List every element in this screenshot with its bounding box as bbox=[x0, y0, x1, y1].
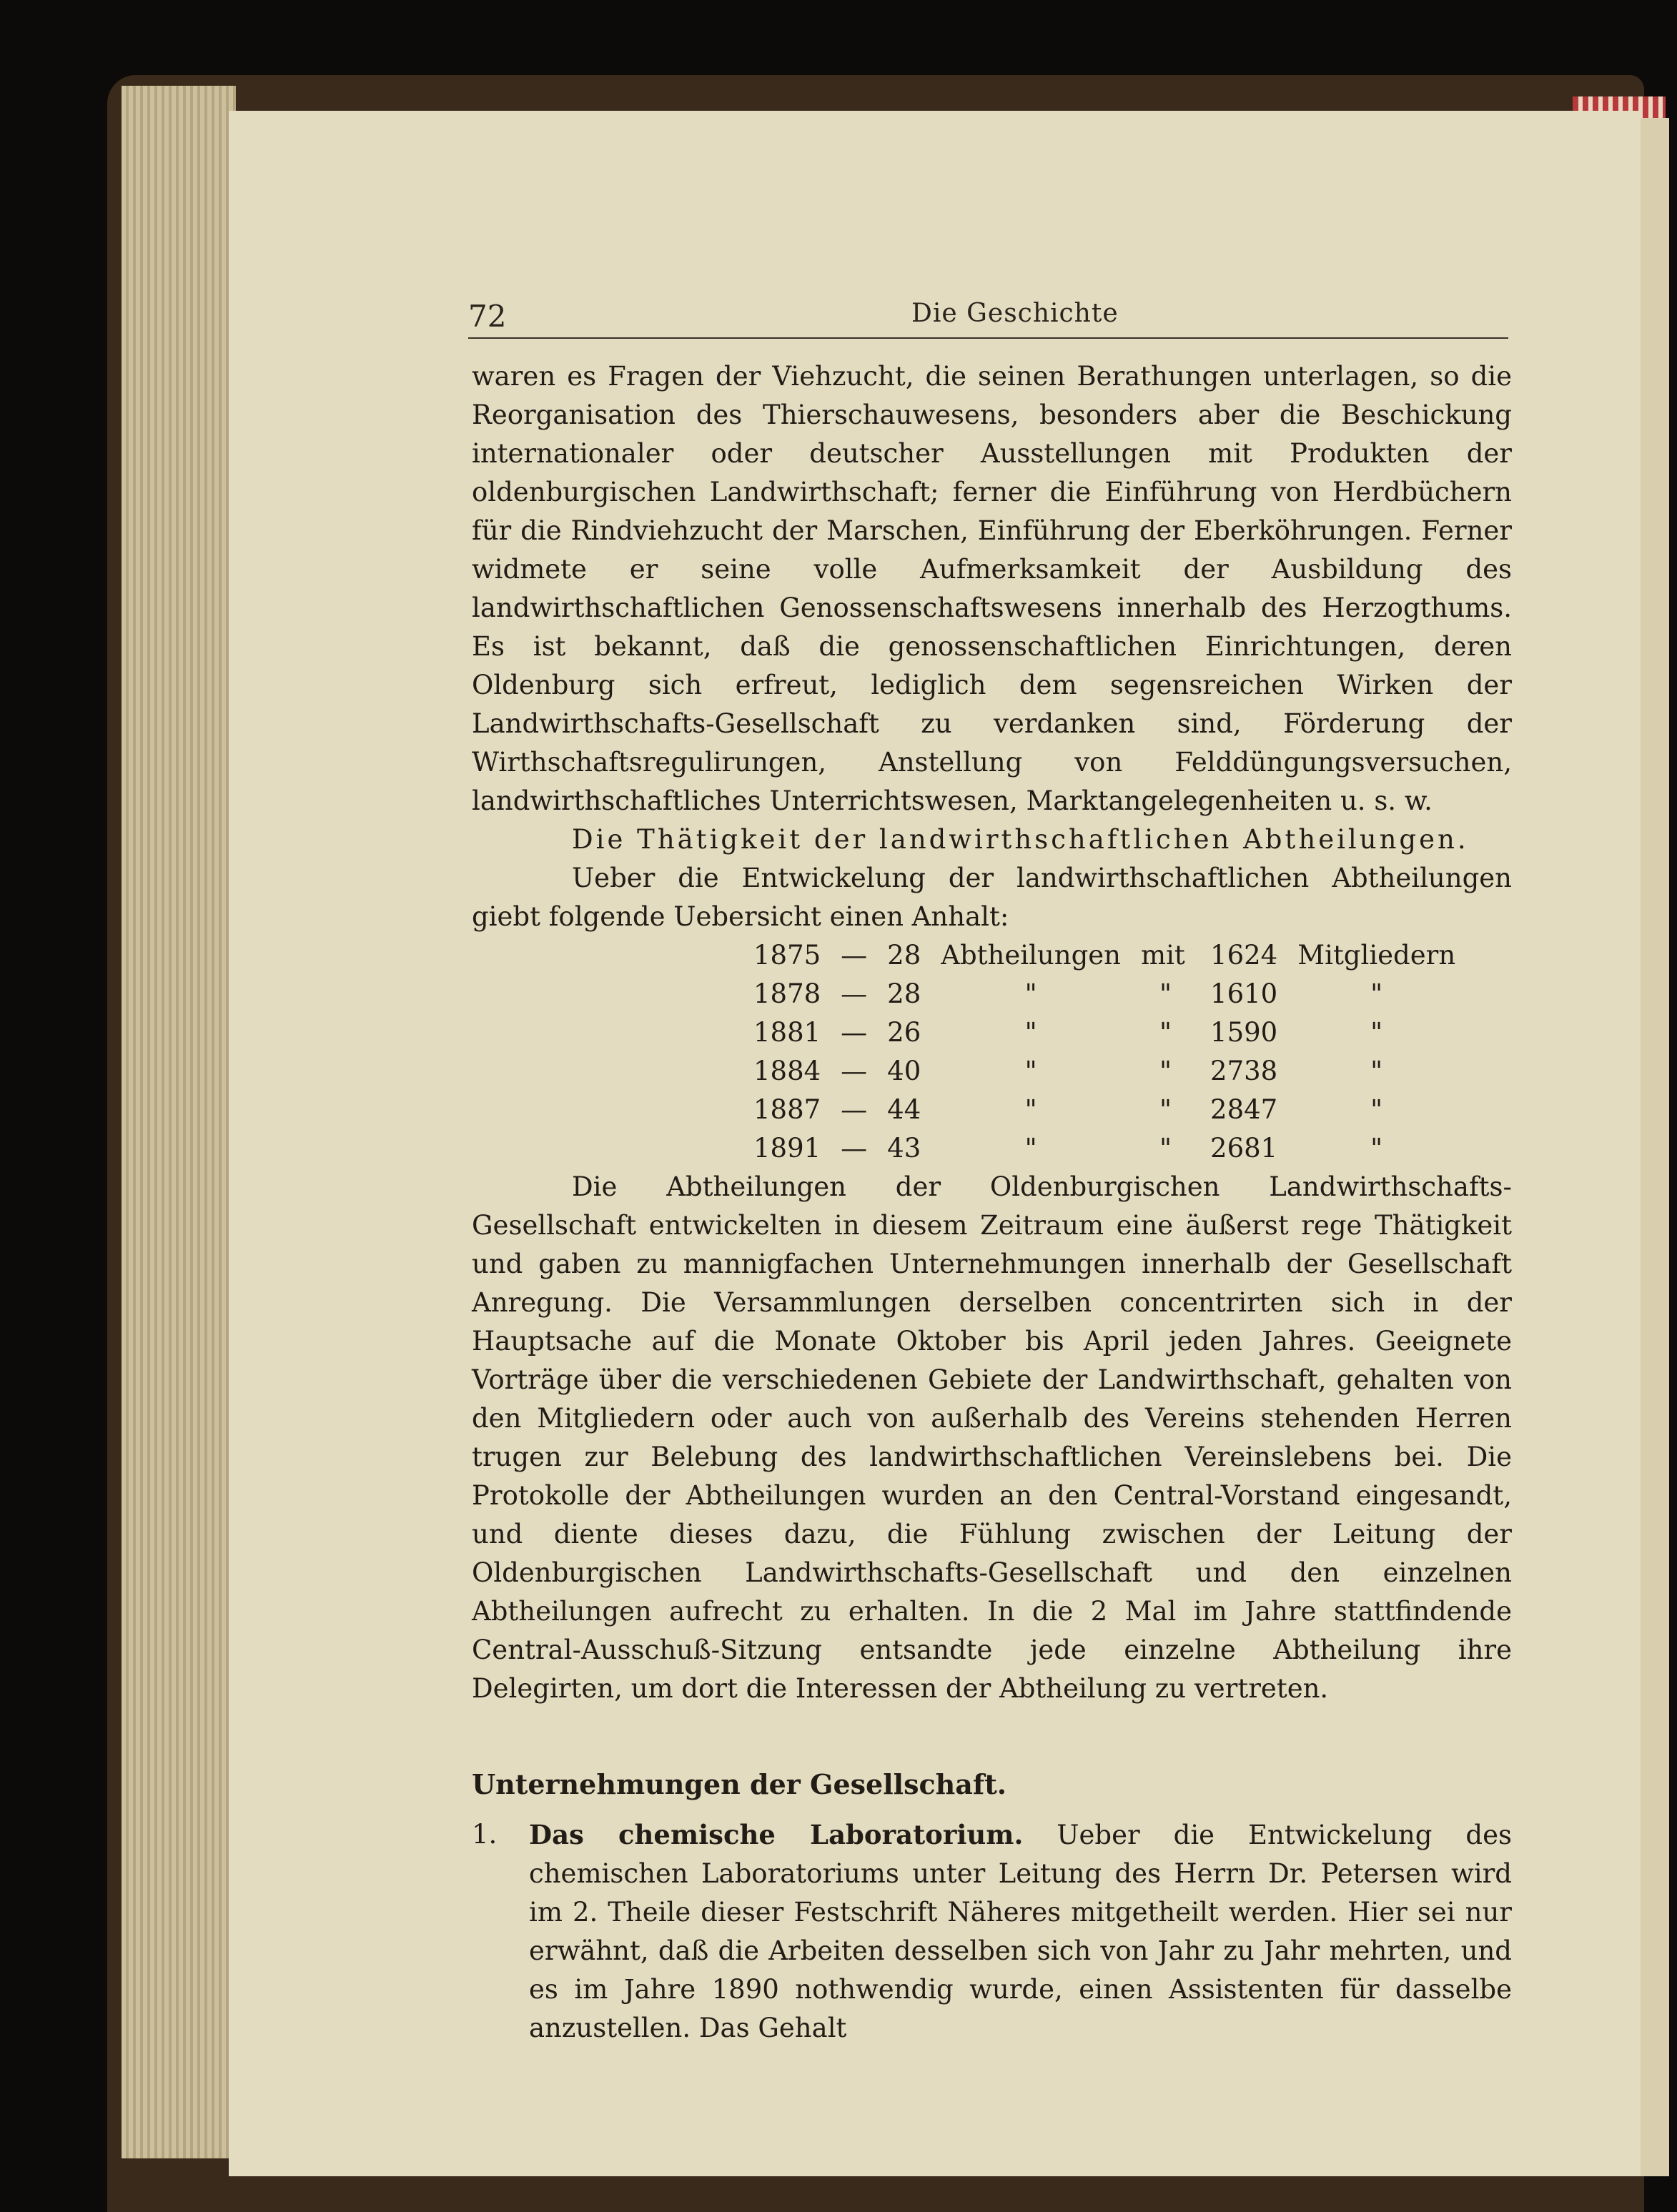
members-cell: 1624 bbox=[1210, 940, 1278, 971]
dash-cell: — bbox=[841, 1056, 868, 1086]
label-cell: " bbox=[1024, 1056, 1037, 1086]
label-cell: " bbox=[1024, 978, 1037, 1009]
dash-cell: — bbox=[841, 1133, 868, 1164]
departments-cell: 26 bbox=[887, 1017, 921, 1048]
members-cell: 1590 bbox=[1210, 1017, 1278, 1048]
year-cell: 1878 bbox=[753, 978, 821, 1009]
departments-cell: 28 bbox=[887, 940, 921, 971]
label-cell: Abtheilungen bbox=[941, 940, 1122, 971]
label-cell: " bbox=[1024, 1017, 1037, 1048]
departments-cell: 44 bbox=[887, 1094, 921, 1125]
list-item-number: 1. bbox=[472, 1819, 498, 1850]
year-cell: 1891 bbox=[753, 1133, 821, 1164]
with-cell: " bbox=[1159, 1133, 1172, 1164]
dash-cell: — bbox=[841, 978, 868, 1009]
departments-cell: 40 bbox=[887, 1056, 921, 1086]
members-label-cell: " bbox=[1370, 1133, 1383, 1164]
with-cell: " bbox=[1159, 1017, 1172, 1048]
departments-table bbox=[743, 936, 1465, 1168]
paragraph-overview-intro: Ueber die Entwickelung der landwirthschaftlichen Abtheilungen giebt folgende Uebersicht einen Anhalt: bbox=[472, 863, 1512, 932]
members-label-cell: " bbox=[1370, 1056, 1383, 1086]
paragraph-departments-activity: Die Abtheilungen der Oldenburgischen Landwirthschafts-Gesellschaft entwickelten in diesem Zeitraum eine äußerst rege Thätigkeit und gaben zu mannigfachen Unternehmungen innerhalb der Gesellschaft Anregung. Die Versammlungen derselben concentrirten sich in der Hauptsache auf die Monate Oktober bis April jeden Jahres. Geeignete Vorträge über die verschiedenen Gebiete der Landwirthschaft, gehalten von den Mitgliedern oder auch von außerhalb des Vereins stehenden Herren trugen zur Belebung des landwirthschaftlichen Vereinslebens bei. Die Protokolle der Abtheilungen wurden an den Central-Vorstand eingesandt, und diente dieses dazu, die Fühlung zwischen der Leitung der Oldenburgischen Landwirthschafts-Gesellschaft und den einzelnen Abtheilungen aufrecht zu erhalten. In die 2 Mal im Jahre stattfindende Central-Ausschuß-Sitzung entsandte jede einzelne Abtheilung ihre Delegirten, um dort die Interessen der Abtheilung zu vertreten. bbox=[472, 1171, 1512, 1704]
members-cell: 1610 bbox=[1210, 978, 1278, 1009]
members-label-cell: " bbox=[1370, 978, 1383, 1009]
members-label-cell: " bbox=[1370, 1094, 1383, 1125]
members-cell: 2681 bbox=[1210, 1133, 1278, 1164]
page-header bbox=[468, 293, 1508, 339]
year-cell: 1875 bbox=[753, 940, 821, 971]
departments-cell: 28 bbox=[887, 978, 921, 1009]
members-cell: 2847 bbox=[1210, 1094, 1278, 1125]
list-item-laboratory bbox=[472, 1815, 1512, 2048]
with-cell: " bbox=[1159, 1094, 1172, 1125]
list-item-title: Das chemische Laboratorium. bbox=[529, 1819, 1024, 1850]
facing-page-edge bbox=[1641, 118, 1669, 2176]
dash-cell: — bbox=[841, 1094, 868, 1125]
members-label-cell: Mitgliedern bbox=[1297, 940, 1456, 971]
table-row bbox=[743, 1091, 1465, 1129]
page-number: 72 bbox=[468, 299, 507, 334]
paragraph-1: waren es Fragen der Viehzucht, die seinen Berathungen unterlagen, so die Reorganisation des Thierschauwesens, besonders aber die Beschickung internationaler oder deutscher Ausstellungen mit Produkten der oldenburgischen Landwirthschaft; ferner die Einführung von Herdbüchern für die Rindviehzucht der Marschen, Einführung der Eberköhrungen. Ferner widmete er seine volle Aufmerksamkeit der Ausbildung des landwirthschaftlichen Genossenschaftswesens innerhalb des Herzogthums. Es ist bekannt, daß die genossenschaftlichen Einrichtungen, deren Oldenburg sich erfreut, lediglich dem segensreichen Wirken der Landwirthschafts-Gesellschaft zu verdanken sind, Förderung der Wirthschaftsregulirungen, Anstellung von Felddüngungsversuchen, landwirthschaftliches Unterrichtswesen, Marktangelegenheiten u. s. w. bbox=[472, 361, 1512, 816]
table-row bbox=[743, 1013, 1465, 1052]
with-cell: " bbox=[1159, 978, 1172, 1009]
members-label-cell: " bbox=[1370, 1017, 1383, 1048]
table-row bbox=[743, 1052, 1465, 1091]
main-text bbox=[472, 357, 1512, 2048]
departments-cell: 43 bbox=[887, 1133, 921, 1164]
page-stack-edge bbox=[122, 86, 236, 2158]
year-cell: 1884 bbox=[753, 1056, 821, 1086]
label-cell: " bbox=[1024, 1133, 1037, 1164]
year-cell: 1881 bbox=[753, 1017, 821, 1048]
table-row bbox=[743, 975, 1465, 1013]
table-row bbox=[743, 936, 1465, 975]
dash-cell: — bbox=[841, 940, 868, 971]
with-cell: " bbox=[1159, 1056, 1172, 1086]
with-cell: mit bbox=[1141, 940, 1185, 971]
members-cell: 2738 bbox=[1210, 1056, 1278, 1086]
dash-cell: — bbox=[841, 1017, 868, 1048]
label-cell: " bbox=[1024, 1094, 1037, 1125]
running-title: Die Geschichte bbox=[911, 299, 1119, 328]
list-item-text: Ueber die Entwickelung des chemischen Laboratoriums unter Leitung des Herrn Dr. Petersen wird im 2. Theile dieser Festschrift Näheres mitgetheilt werden. Hier sei nur erwähnt, daß die Arbeiten desselben sich von Jahr zu Jahr mehrten, und es im Jahre 1890 nothwendig wurde, einen Assistenten für dasselbe anzustellen. Das Gehalt bbox=[529, 1820, 1512, 2043]
subheading-departments: Die Thätigkeit der landwirthschaftlichen Abtheilungen. bbox=[572, 824, 1469, 855]
section-heading: Unternehmungen der Gesellschaft. bbox=[472, 1768, 1006, 1800]
year-cell: 1887 bbox=[753, 1094, 821, 1125]
table-row bbox=[743, 1129, 1465, 1168]
